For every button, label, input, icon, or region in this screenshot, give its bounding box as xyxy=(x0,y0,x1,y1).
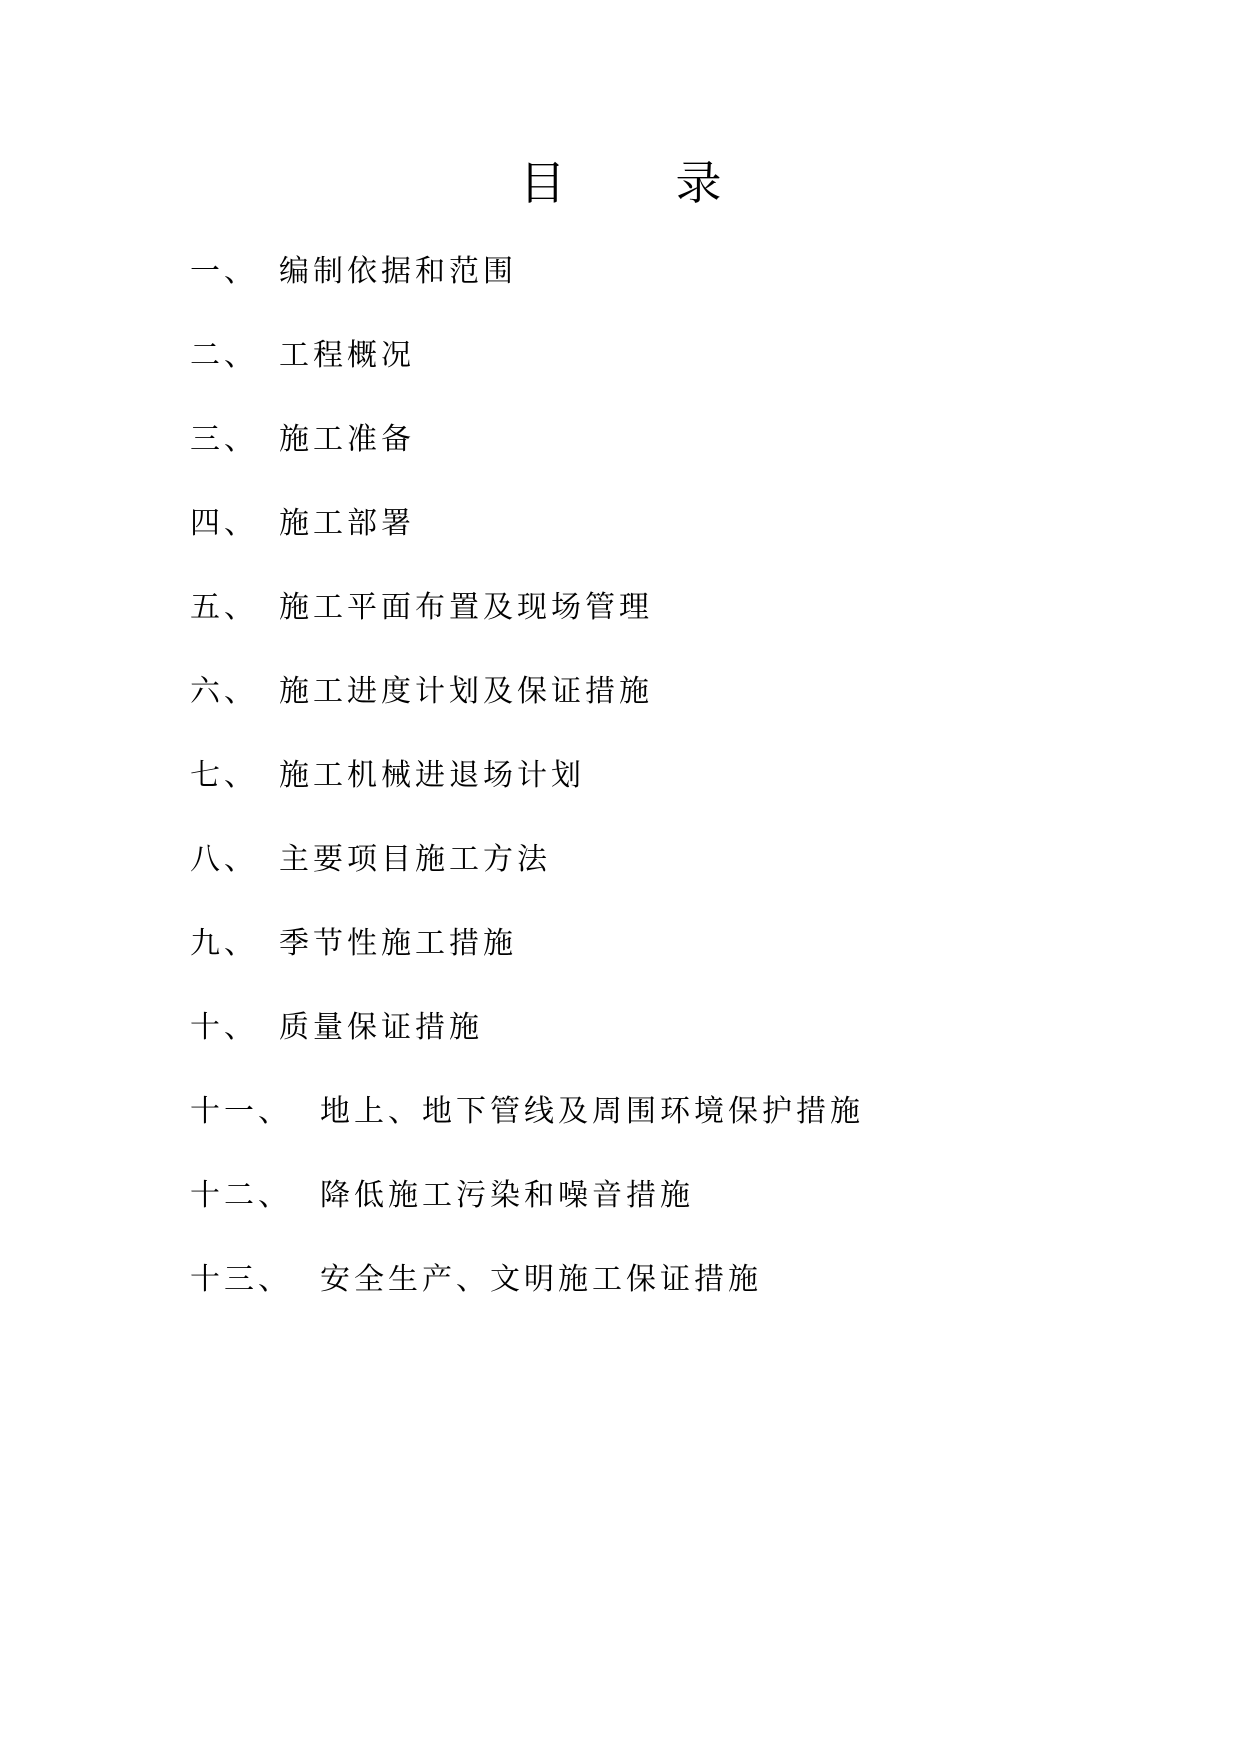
title-char-2: 录 xyxy=(675,156,722,210)
toc-item-number: 二、 xyxy=(190,338,258,373)
toc-item-text: 质量保证措施 xyxy=(279,1010,483,1045)
toc-item xyxy=(190,996,1090,1080)
toc-item xyxy=(190,1248,1090,1332)
toc-item xyxy=(190,828,1090,912)
toc-item-number: 三、 xyxy=(190,422,258,457)
toc-item-number: 七、 xyxy=(190,758,258,793)
page-title xyxy=(0,153,1241,213)
toc-item-number: 五、 xyxy=(190,590,258,625)
toc-item xyxy=(190,660,1090,744)
toc-item-text: 施工平面布置及现场管理 xyxy=(279,590,653,625)
title-char-1: 目 xyxy=(519,156,566,210)
toc-item-number: 十二、 xyxy=(190,1178,292,1213)
toc-item-text: 主要项目施工方法 xyxy=(279,842,551,877)
toc-item-number: 八、 xyxy=(190,842,258,877)
toc-item-text: 施工准备 xyxy=(279,422,415,457)
toc-item xyxy=(190,744,1090,828)
toc-item-number: 九、 xyxy=(190,926,258,961)
toc-item-text: 施工机械进退场计划 xyxy=(279,758,585,793)
toc-item-text: 地上、地下管线及周围环境保护措施 xyxy=(320,1094,864,1129)
toc-item-number: 十一、 xyxy=(190,1094,292,1129)
toc-item-text: 降低施工污染和噪音措施 xyxy=(320,1178,694,1213)
toc-item xyxy=(190,408,1090,492)
toc-item-text: 季节性施工措施 xyxy=(279,926,517,961)
toc-item-number: 十三、 xyxy=(190,1262,292,1297)
toc-item-number: 一、 xyxy=(190,254,258,289)
toc-item-text: 施工进度计划及保证措施 xyxy=(279,674,653,709)
toc-item-number: 六、 xyxy=(190,674,258,709)
toc-item xyxy=(190,324,1090,408)
toc-item-text: 工程概况 xyxy=(279,338,415,373)
table-of-contents xyxy=(190,240,1090,1332)
toc-item-text: 安全生产、文明施工保证措施 xyxy=(320,1262,762,1297)
toc-item xyxy=(190,912,1090,996)
toc-item xyxy=(190,576,1090,660)
toc-item-number: 四、 xyxy=(190,506,258,541)
toc-item xyxy=(190,1164,1090,1248)
toc-item-number: 十、 xyxy=(190,1010,258,1045)
toc-item xyxy=(190,240,1090,324)
toc-item-text: 编制依据和范围 xyxy=(279,254,517,289)
toc-item-text: 施工部署 xyxy=(279,506,415,541)
toc-item xyxy=(190,492,1090,576)
toc-item xyxy=(190,1080,1090,1164)
